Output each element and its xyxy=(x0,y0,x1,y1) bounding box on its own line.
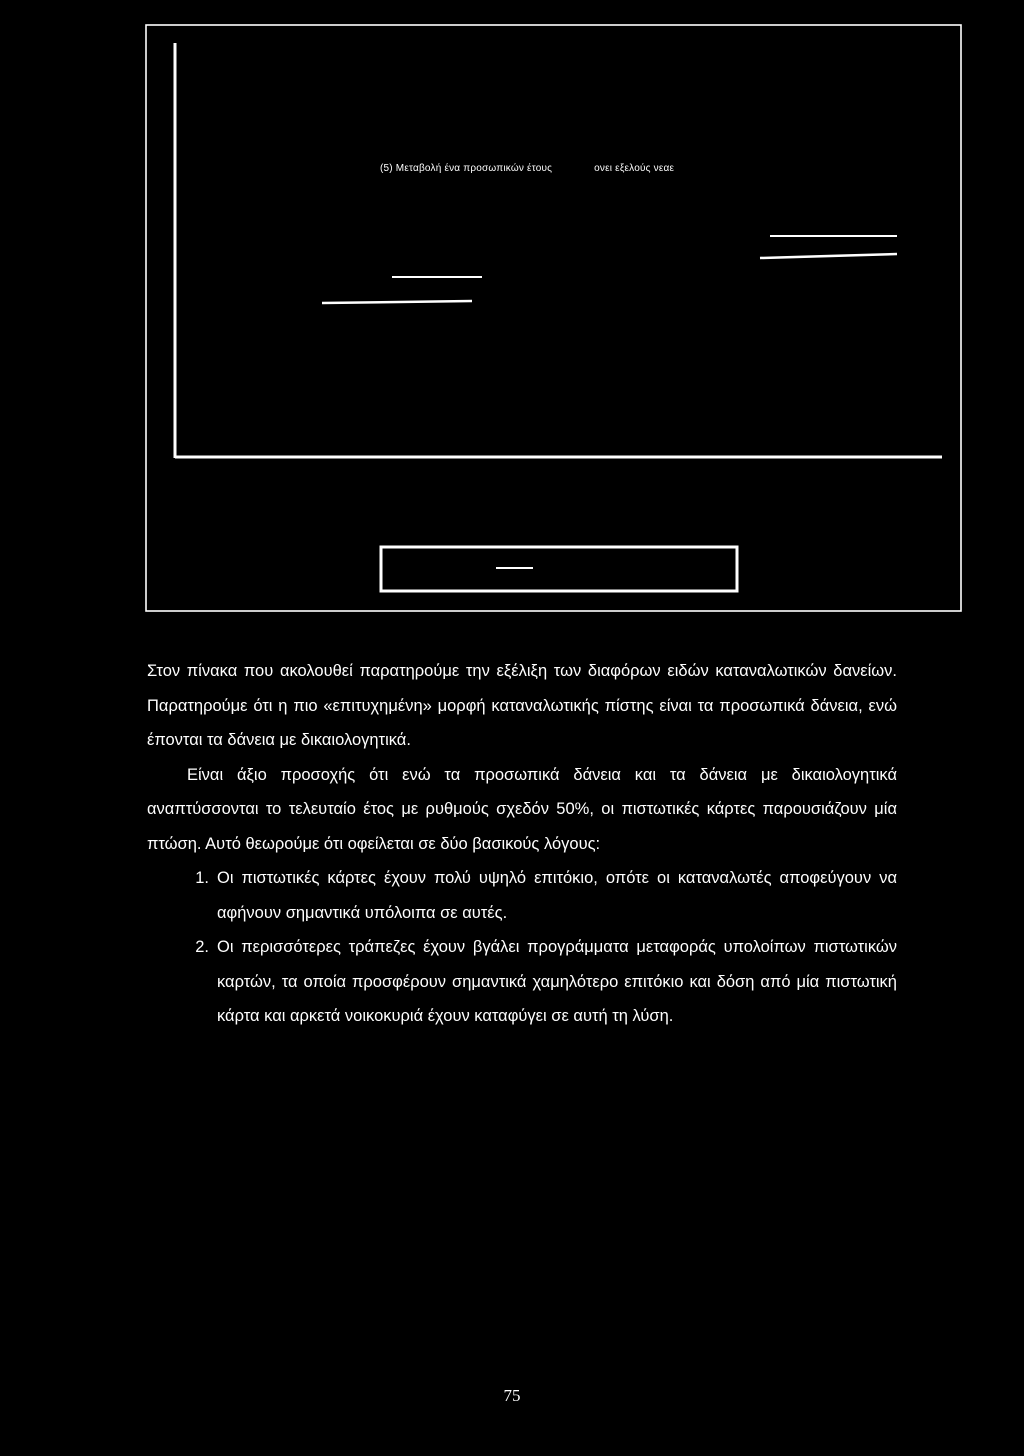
chart-legend-box xyxy=(381,547,737,591)
chart-frame xyxy=(146,25,961,611)
chart-mark-2 xyxy=(322,301,472,303)
list-item-number: 1. xyxy=(195,869,209,887)
chart-caption-right: ονει εξελούς νεαε xyxy=(594,163,675,174)
chart-caption-left: (5) Μεταβολή ένα προσωπικών έτους xyxy=(380,163,553,174)
paragraph-1: Στον πίνακα που ακολουθεί παρατηρούμε την εξέλιξη των διαφόρων ειδών καταναλωτικών δανείων. Παρατηρούμε ότι η πιο «επιτυχημένη» μορφή καταναλωτικής πίστης είναι τα προσωπικά δάνεια, ενώ έπονται τα δάνεια με δικαιολογητικά. xyxy=(147,662,897,749)
list-item-text: Οι πιστωτικές κάρτες έχουν πολύ υψηλό επιτόκιο, οπότε οι καταναλωτές αποφεύγουν να αφήνουν σημαντικά υπόλοιπα σε αυτές. xyxy=(217,869,897,922)
list-item xyxy=(147,861,897,930)
chart-figure xyxy=(0,0,1024,640)
list-item xyxy=(147,930,897,1034)
paragraph-2: Είναι άξιο προσοχής ότι ενώ τα προσωπικά δάνεια και τα δάνεια με δικαιολογητικά αναπτύσσονται το τελευταίο έτος με ρυθμούς σχεδόν 50%, οι πιστωτικές κάρτες παρουσιάζουν μία πτώση. Αυτό θεωρούμε ότι οφείλεται σε δύο βασικούς λόγους: xyxy=(147,765,897,853)
page-number: 75 xyxy=(503,1386,521,1405)
body-text xyxy=(147,654,897,1034)
list-item-number: 2. xyxy=(195,938,209,956)
chart-mark-4 xyxy=(760,254,897,258)
reasons-list xyxy=(147,861,897,1034)
chart-svg xyxy=(0,0,1024,640)
list-item-text: Οι περισσότερες τράπεζες έχουν βγάλει προγράμματα μεταφοράς υπολοίπων πιστωτικών καρτών, τα οποία προσφέρουν σημαντικά χαμηλότερο επιτόκιο και δόση από μία πιστωτική κάρτα και αρκετά νοικοκυριά έχουν καταφύγει σε αυτή τη λύση. xyxy=(217,938,897,1025)
